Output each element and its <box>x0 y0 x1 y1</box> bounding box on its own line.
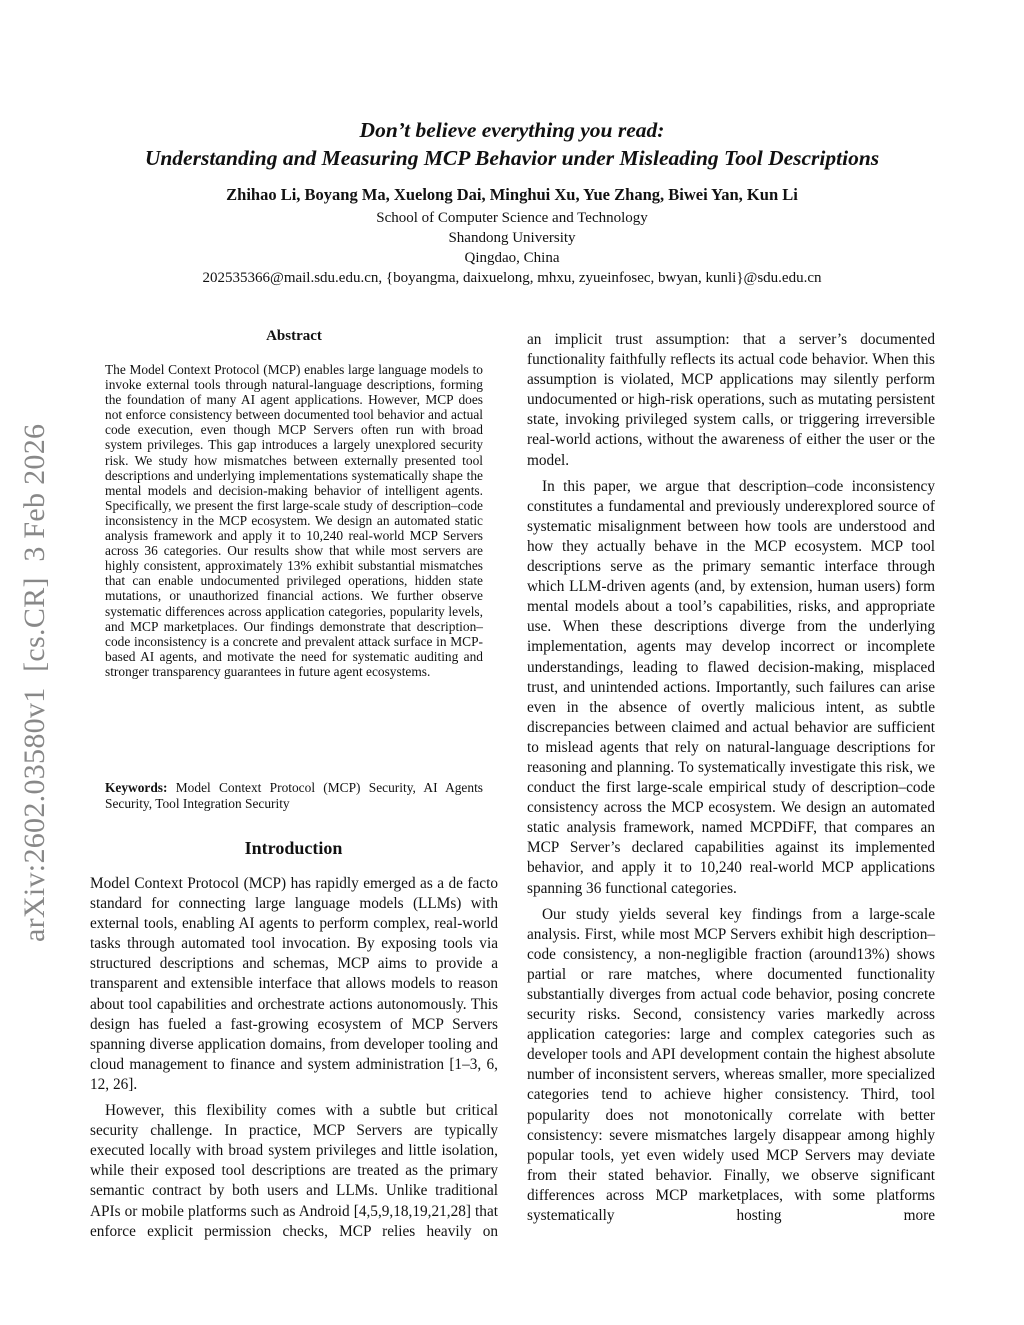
title-line-2: Understanding and Measuring MCP Behavior under Misleading Tool Descriptions <box>144 146 880 170</box>
author-emails: 202535366@mail.sdu.edu.cn, {boyangma, daixuelong, mhxu, zyueinfosec, bwyan, kunli}@sdu.edu.cn <box>202 270 822 286</box>
right-column <box>527 330 935 1226</box>
authors: Zhihao Li, Boyang Ma, Xuelong Dai, Minghui Xu, Yue Zhang, Biwei Yan, Kun Li <box>226 185 798 204</box>
title-line-1: Don’t believe everything you read: <box>359 118 665 142</box>
intro-paragraph: Our study yields several key findings from a large-scale analysis. First, while most MCP Servers exhibit high description–code consistency, a non-negligible fraction (around13%) shows partial or rare matches, where documented functionality substantially diverges from actual code behavior, posing concrete security risks. Second, consistency varies markedly across application categories: large and complex categories such as developer tools and API development contain the highest absolute number of inconsistent servers, whereas smaller, more specialized categories tend to achieve higher consistency. Third, tool popularity does not monotonically correlate with better consistency: severe mismatches largely disappear among highly popular tools, yet even widely used MCP Servers may deviate from their stated behavior. Finally, we observe significant differences across MCP marketplaces, with some platforms systematically hosting more <box>527 905 935 1225</box>
keywords-label: Keywords: <box>105 780 168 795</box>
abstract-heading: Abstract <box>266 328 322 344</box>
introduction-heading: Introduction <box>244 838 343 858</box>
intro-paragraph: However, this flexibility comes with a subtle but critical security challenge. In practice, MCP Servers are typically executed locally with broad system privileges and little isolation, while their exposed tool descriptions are treated as the primary semantic contract by both users and LLMs. Unlike traditional APIs or mobile platforms such as Android [4,5,9,18,19,21,28] that enforce explicit permission checks, MCP relies heavily on <box>90 1102 498 1240</box>
affiliation-school: School of Computer Science and Technology <box>376 210 648 226</box>
intro-paragraph: Model Context Protocol (MCP) has rapidly emerged as a de facto standard for connecting large language models (LLMs) with external tools, enabling AI agents to perform complex, real-world tasks through automated tool invocation. By exposing tools via structured descriptions and schemas, MCP aims to provide a transparent and extensible interface that allows models to reason about tool capabilities and orchestrate actions autonomously. This design has fueled a fast-growing ecosystem of MCP Servers spanning diverse application domains, from developer tooling and cloud management to finance and system administration [1–3, 6, 12, 26]. <box>90 875 498 1093</box>
paper-title <box>0 116 1024 172</box>
keywords <box>105 780 483 811</box>
keywords-text: Model Context Protocol (MCP) Security, AI Agents Security, Tool Integration Security <box>105 780 484 811</box>
intro-paragraph: In this paper, we argue that description–code inconsistency constitutes a fundamental and previously underexplored source of systematic misalignment between how tools are understood and how they actually behave in the MCP ecosystem. MCP tool descriptions serve as the primary semantic interface through which LLM-driven agents (and, by extension, human users) form mental models about a tool’s capabilities, risks, and appropriate use. When these descriptions diverge from the underlying implementation, agents may develop incorrect or incomplete understandings, leading to flawed decision-making, misplaced trust, and unintended actions. Importantly, such failures can arise even in the absence of overtly malicious intent, as subtle discrepancies between claimed and actual behavior are sufficient to mislead agents that rely on natural-language descriptions for reasoning and planning. To systematically investigate this risk, we conduct the first large-scale empirical study of description–code consistency across the MCP ecosystem. We design an automated static analysis framework, named MCPDiFF, that compares an MCP Server’s declared capabilities against its implemented behavior, and apply it to 10,240 real-world MCP applications spanning 36 functional categories. <box>527 477 935 897</box>
abstract-text: The Model Context Protocol (MCP) enables large language models to invoke external tools through natural-language descriptions, forming the foundation of many AI agent applications. However, MCP does not enforce consistency between documented tool behavior and actual code execution, even though MCP Servers often run with broad system privileges. This gap introduces a largely unexplored security risk. We study how mismatches between externally presented tool descriptions and underlying implementations systematically shape the mental models and decision-making behavior of intelligent agents. Specifically, we present the first large-scale study of description–code inconsistency in the MCP ecosystem. We design an automated static analysis framework and apply it to 10,240 real-world MCP Servers across 36 categories. Our results show that while most servers are highly consistent, approximately 13% exhibit substantial mismatches that can enable undocumented privileged operations, hidden state mutations, or unauthorized financial actions. We further observe systematic differences across application categories, popularity levels, and MCP marketplaces. Our findings demonstrate that description–code inconsistency is a concrete and prevalent attack surface in MCP-based AI agents, and motivate the need for systematic auditing and stronger transparency guarantees in future agent ecosystems. <box>105 362 483 679</box>
intro-paragraph: an implicit trust assumption: that a server’s documented functionality faithfully reflects its actual code behavior. When this assumption is violated, MCP applications may silently perform undocumented or high-risk operations, such as mutating persistent state, invoking privileged system calls, or triggering irreversible real-world actions, without the awareness of either the user or the model. <box>527 331 935 469</box>
arxiv-stamp: arXiv:2602.03580v1 [cs.CR] 3 Feb 2026 <box>18 423 51 942</box>
affiliation-university: Shandong University <box>448 230 576 246</box>
affiliation <box>0 208 1024 288</box>
left-column <box>90 874 498 1242</box>
abstract <box>105 362 483 679</box>
affiliation-city: Qingdao, China <box>464 250 560 266</box>
